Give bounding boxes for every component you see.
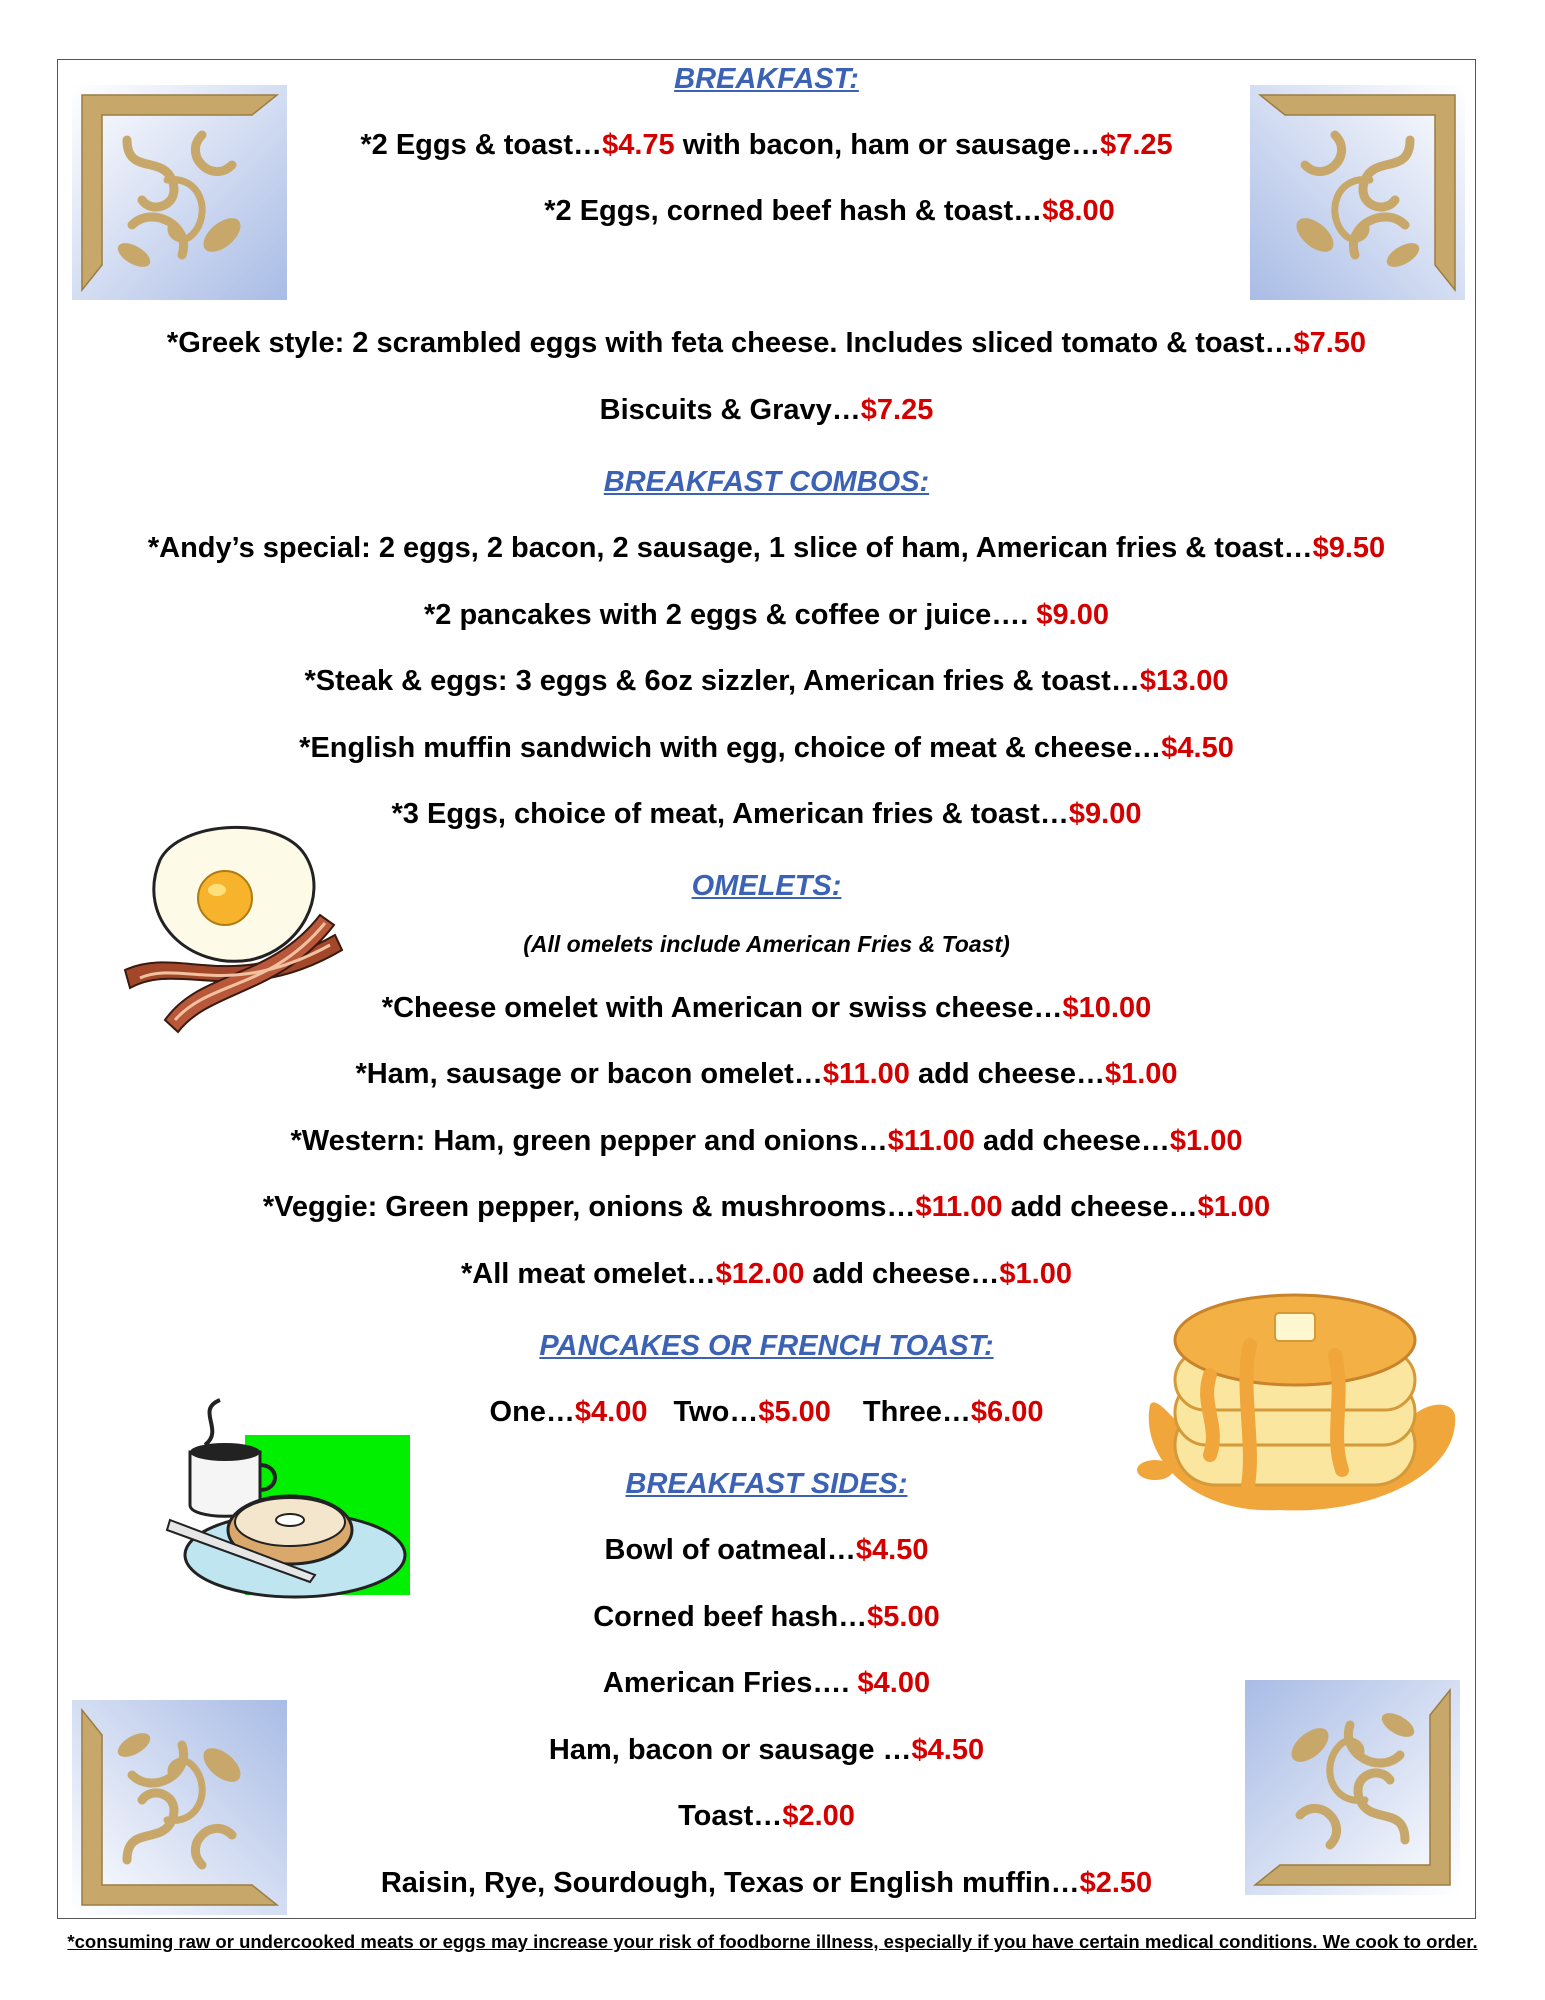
item-price: $9.00 [1036,599,1109,631]
item-label: with bacon, ham or sausage… [674,129,1101,161]
item-price: $4.50 [911,1734,985,1766]
menu-item [57,127,1476,163]
item-label: Ham, bacon or sausage … [548,1734,912,1766]
item-label: *3 Eggs, choice of meat, American fries & toast… [391,798,1069,830]
item-price: $4.75 [602,129,675,161]
item-label: *Cheese omelet with American or swiss cheese… [381,992,1063,1024]
item-label: *Andy’s special: 2 eggs, 2 bacon, 2 sausage, 1 slice of ham, American fries & toast… [147,532,1313,564]
corner-ornament-icon [1245,1680,1460,1895]
item-price: $1.00 [1104,1058,1178,1090]
item-label: add cheese… [1002,1191,1198,1223]
item-label: Raisin, Rye, Sourdough, Texas or English muffin… [380,1867,1080,1899]
item-price: $13.00 [1139,665,1229,697]
item-label: Two… [673,1396,759,1428]
item-price: $4.50 [1161,732,1234,764]
item-label: *English muffin sandwich with egg, choice of meat & cheese… [299,732,1162,764]
item-label: Three… [862,1396,971,1428]
item-label: add cheese… [804,1258,1000,1290]
menu-item [57,597,1476,633]
item-label: *2 Eggs, corned beef hash & toast… [544,195,1043,227]
item-price: $2.00 [782,1800,855,1832]
item-price: $7.25 [860,394,934,426]
item-label: *Veggie: Green pepper, onions & mushrooms… [262,1191,916,1223]
item-price: $12.00 [715,1258,805,1290]
item-label: Corned beef hash… [593,1601,868,1633]
item-label: *2 Eggs & toast… [360,129,603,161]
menu-item [57,663,1476,699]
item-price: $9.50 [1312,532,1386,564]
item-price: $7.50 [1293,327,1367,359]
item-label: *2 pancakes with 2 eggs & coffee or juice…. [423,599,1037,631]
item-label: *Western: Ham, green pepper and onions… [290,1125,888,1157]
item-price: $6.00 [970,1396,1044,1428]
item-price: $7.25 [1100,129,1173,161]
item-label: Biscuits & Gravy… [599,394,861,426]
menu-item [57,1865,1476,1901]
item-price: $2.50 [1079,1867,1153,1899]
menu-item [57,1123,1476,1159]
item-price: $10.00 [1062,992,1152,1024]
item-price: $11.00 [822,1058,910,1090]
item-price: $5.00 [867,1601,940,1633]
item-label: add cheese… [974,1125,1170,1157]
menu-item [57,1189,1476,1225]
item-label: *Steak & eggs: 3 eggs & 6oz sizzler, American fries & toast… [304,665,1140,697]
item-price: $4.00 [574,1396,648,1428]
menu-item [57,392,1476,428]
item-label: Bowl of oatmeal… [604,1534,856,1566]
item-label: One… [489,1396,575,1428]
item-price: $11.00 [915,1191,1003,1223]
menu-item [57,1798,1476,1834]
menu-item [57,796,1476,832]
item-price: $4.00 [857,1667,931,1699]
item-label: *All meat omelet… [461,1258,716,1290]
menu-item [57,1394,1476,1430]
item-label: *Ham, sausage or bacon omelet… [355,1058,823,1090]
section-heading-breakfast: BREAKFAST: [674,63,859,95]
menu-item [57,730,1476,766]
item-label: Toast… [678,1800,783,1832]
disclaimer-footnote: *consuming raw or undercooked meats or eggs may increase your risk of foodborne illness, especially if you have certain medical conditions. We cook to order. [67,1931,1478,1952]
menu-item [120,193,1539,229]
item-label: add cheese… [909,1058,1105,1090]
section-heading-combos: BREAKFAST COMBOS: [603,466,930,498]
item-label: *Greek style: 2 scrambled eggs with feta cheese. Includes sliced tomato & toast… [166,327,1294,359]
item-price: $1.00 [1169,1125,1243,1157]
section-heading-sides: BREAKFAST SIDES: [625,1468,908,1500]
item-label: American Fries…. [602,1667,858,1699]
item-price: $4.50 [855,1534,929,1566]
menu-item [57,1256,1476,1292]
item-price: $1.00 [999,1258,1072,1290]
item-price: $11.00 [887,1125,975,1157]
menu-item [57,1599,1476,1635]
menu-item [57,990,1476,1026]
menu-item [57,1665,1476,1701]
section-heading-pancakes: PANCAKES OR FRENCH TOAST: [539,1330,994,1362]
item-price: $8.00 [1042,195,1115,227]
item-price: $5.00 [758,1396,831,1428]
item-price: $9.00 [1068,798,1142,830]
menu-item [57,1732,1476,1768]
menu-item [57,1532,1476,1568]
menu-item [57,530,1476,566]
menu-item [57,1056,1476,1092]
omelets-note: (All omelets include American Fries & Toast) [523,931,1010,957]
menu-item [57,325,1476,361]
section-heading-omelets: OMELETS: [691,870,842,902]
item-price: $1.00 [1197,1191,1271,1223]
